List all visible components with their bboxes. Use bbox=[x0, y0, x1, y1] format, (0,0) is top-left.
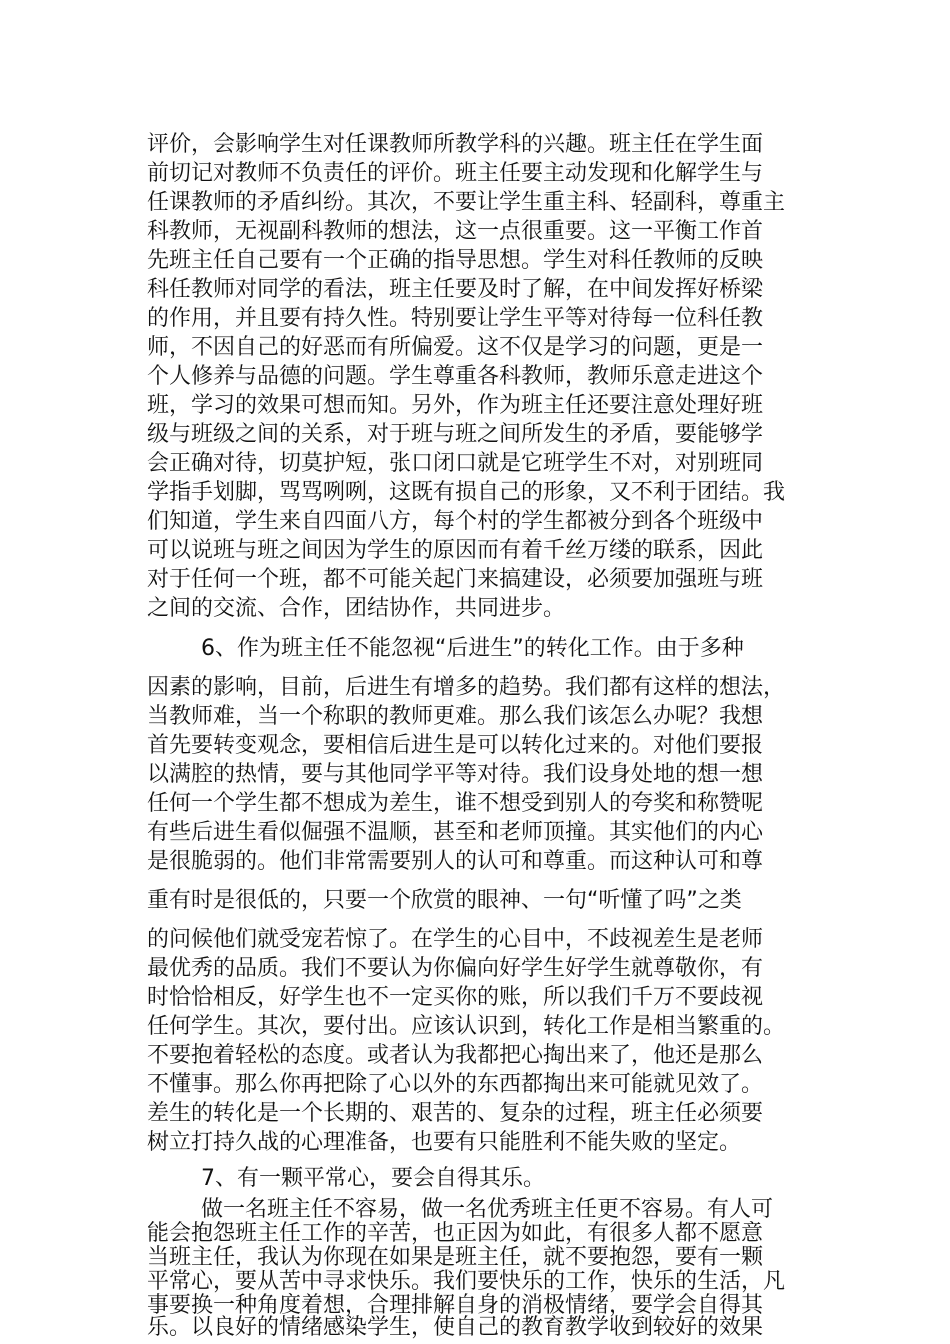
text-line: 事要换一种角度着想，合理排解自身的消极情绪，要学会自得其 bbox=[147, 1293, 764, 1318]
text-line: 差生的转化是一个长期的、艰苦的、复杂的过程，班主任必须要 bbox=[147, 1101, 764, 1126]
text-line: 的作用，并且要有持久性。特别要让学生平等对待每一位科任教 bbox=[147, 306, 764, 331]
text-line: 当教师难，当一个称职的教师更难。那么我们该怎么办呢？我想 bbox=[147, 704, 764, 729]
text-line: 做一名班主任不容易，做一名优秀班主任更不容易。有人可 bbox=[201, 1197, 774, 1222]
text-line: 评价，会影响学生对任课教师所教学科的兴趣。班主任在学生面 bbox=[147, 132, 764, 157]
text-line: 有些后进生看似倔强不温顺，甚至和老师顶撞。其实他们的内心 bbox=[147, 820, 764, 845]
text-line: 不要抱着轻松的态度。或者认为我都把心掏出来了，他还是那么 bbox=[147, 1043, 764, 1068]
text-line: 时恰恰相反，好学生也不一定买你的账，所以我们千万不要歧视 bbox=[147, 985, 764, 1010]
text-line: 们知道，学生来自四面八方，每个村的学生都被分到各个班级中 bbox=[147, 509, 764, 534]
text-line: 先班主任自己要有一个正确的指导思想。学生对科任教师的反映 bbox=[147, 248, 764, 273]
text-line: 不懂事。那么你再把除了心以外的东西都掏出来可能就见效了。 bbox=[147, 1072, 764, 1097]
text-line: 科任教师对同学的看法，班主任要及时了解，在中间发挥好桥梁 bbox=[147, 277, 764, 302]
text-line: 之间的交流、合作，团结协作，共同进步。 bbox=[147, 596, 566, 621]
text-line: 因素的影响，目前，后进生有增多的趋势。我们都有这样的想法， bbox=[147, 675, 786, 700]
text-line: 平常心，要从苦中寻求快乐。我们要快乐的工作，快乐的生活，凡 bbox=[147, 1269, 786, 1294]
text-line: 科教师，无视副科教师的想法，这一点很重要。这一平衡工作首 bbox=[147, 219, 764, 244]
section-heading-6: 6、作为班主任不能忽视“后进生”的转化工作。由于多种 bbox=[201, 636, 744, 661]
text-line: 以满腔的热情，要与其他同学平等对待。我们设身处地的想一想 bbox=[147, 762, 764, 787]
text-line: 乐。以良好的情绪感染学生，使自己的教育教学收到较好的效果 bbox=[147, 1315, 764, 1340]
text-line: 学指手划脚，骂骂咧咧，这既有损自己的形象，又不利于团结。我 bbox=[147, 480, 786, 505]
text-line: 班，学习的效果可想而知。另外，作为班主任还要注意处理好班 bbox=[147, 393, 764, 418]
text-line: 级与班级之间的关系，对于班与班之间所发生的矛盾，要能够学 bbox=[147, 422, 764, 447]
text-line: 的问候他们就受宠若惊了。在学生的心目中，不歧视差生是老师 bbox=[147, 927, 764, 952]
text-line: 任课教师的矛盾纠纷。其次，不要让学生重主科、轻副科，尊重主 bbox=[147, 190, 786, 215]
text-line: 最优秀的品质。我们不要认为你偏向好学生好学生就尊敬你，有 bbox=[147, 956, 764, 981]
text-line: 对于任何一个班，都不可能关起门来搞建设，必须要加强班与班 bbox=[147, 567, 764, 592]
text-line: 树立打持久战的心理准备，也要有只能胜利不能失败的坚定。 bbox=[147, 1130, 742, 1155]
text-line: 前切记对教师不负责任的评价。班主任要主动发现和化解学生与 bbox=[147, 161, 764, 186]
text-line: 师，不因自己的好恶而有所偏爱。这不仅是学习的问题，更是一 bbox=[147, 335, 764, 360]
text-line: 任何学生。其次，要付出。应该认识到，转化工作是相当繁重的。 bbox=[147, 1014, 786, 1039]
text-line: 重有时是很低的，只要一个欣赏的眼神、一句“听懂了吗”之类 bbox=[147, 888, 742, 913]
text-line: 是很脆弱的。他们非常需要别人的认可和尊重。而这种认可和尊 bbox=[147, 849, 764, 874]
text-line: 个人修养与品德的问题。学生尊重各科教师，教师乐意走进这个 bbox=[147, 364, 764, 389]
text-line: 会正确对待，切莫护短，张口闭口就是它班学生不对，对别班同 bbox=[147, 451, 764, 476]
text-line: 可以说班与班之间因为学生的原因而有着千丝万缕的联系，因此 bbox=[147, 538, 764, 563]
text-line: 任何一个学生都不想成为差生，谁不想受到别人的夸奖和称赞呢 bbox=[147, 791, 764, 816]
section-heading-7: 7、有一颗平常心，要会自得其乐。 bbox=[201, 1166, 545, 1191]
text-line: 当班主任，我认为你现在如果是班主任，就不要抱怨，要有一颗 bbox=[147, 1245, 764, 1270]
text-line: 首先要转变观念，要相信后进生是可以转化过来的。对他们要报 bbox=[147, 733, 764, 758]
text-line: 能会抱怨班主任工作的辛苦，也正因为如此，有很多人都不愿意 bbox=[147, 1221, 764, 1246]
